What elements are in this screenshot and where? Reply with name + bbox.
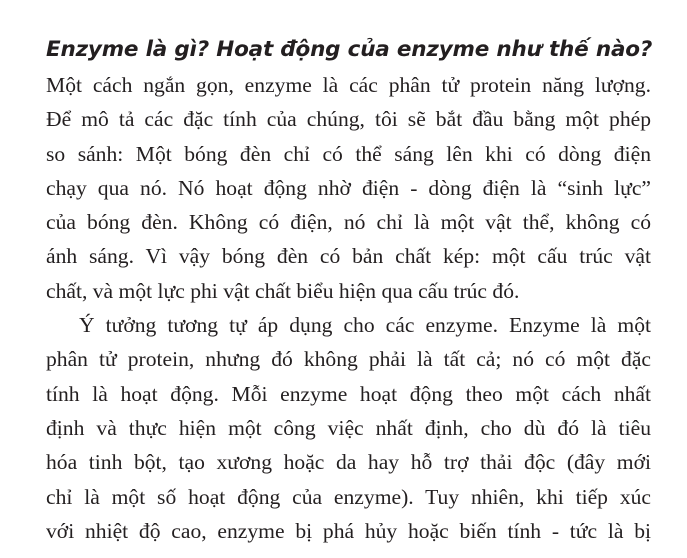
section-heading: Enzyme là gì? Hoạt động của enzyme như thế nào? bbox=[46, 37, 653, 62]
body-text bbox=[46, 68, 651, 548]
text-line: định và thực hiện một công việc nhất định, cho dù đó là tiêu bbox=[46, 415, 651, 440]
paragraph-2 bbox=[46, 308, 651, 548]
text-line: chất, và một lực phi vật chất biểu hiện qua cấu trúc đó. bbox=[46, 278, 520, 303]
text-line: Một cách ngắn gọn, enzyme là các phân tử protein năng lượng. bbox=[46, 73, 651, 97]
text-line: ánh sáng. Vì vậy bóng đèn có bản chất kép: một cấu trúc vật bbox=[46, 244, 651, 269]
text-line: Ý tưởng tương tự áp dụng cho các enzyme. Enzyme là một bbox=[79, 313, 651, 338]
text-line: chạy qua nó. Nó hoạt động nhờ điện - dòng điện là “sinh lực” bbox=[46, 175, 651, 200]
text-line: chỉ là một số hoạt động của enzyme). Tuy nhiên, khi tiếp xúc bbox=[46, 484, 651, 509]
text-line: với nhiệt độ cao, enzyme bị phá hủy hoặc biến tính - tức là bị bbox=[46, 518, 651, 543]
text-line: so sánh: Một bóng đèn chỉ có thể sáng lên khi có dòng điện bbox=[46, 141, 651, 166]
text-line: tính là hoạt động. Mỗi enzyme hoạt động theo một cách nhất bbox=[46, 381, 651, 406]
text-line: phân tử protein, nhưng đó không phải là tất cả; nó có một đặc bbox=[46, 347, 651, 372]
paragraph-1 bbox=[46, 68, 651, 308]
text-line: hóa tinh bột, tạo xương hoặc da hay hỗ trợ thải độc (đây mới bbox=[46, 450, 651, 475]
text-line: của bóng đèn. Không có điện, nó chỉ là một vật thể, không có bbox=[46, 210, 651, 235]
text-line: Để mô tả các đặc tính của chúng, tôi sẽ bắt đầu bằng một phép bbox=[46, 107, 651, 132]
